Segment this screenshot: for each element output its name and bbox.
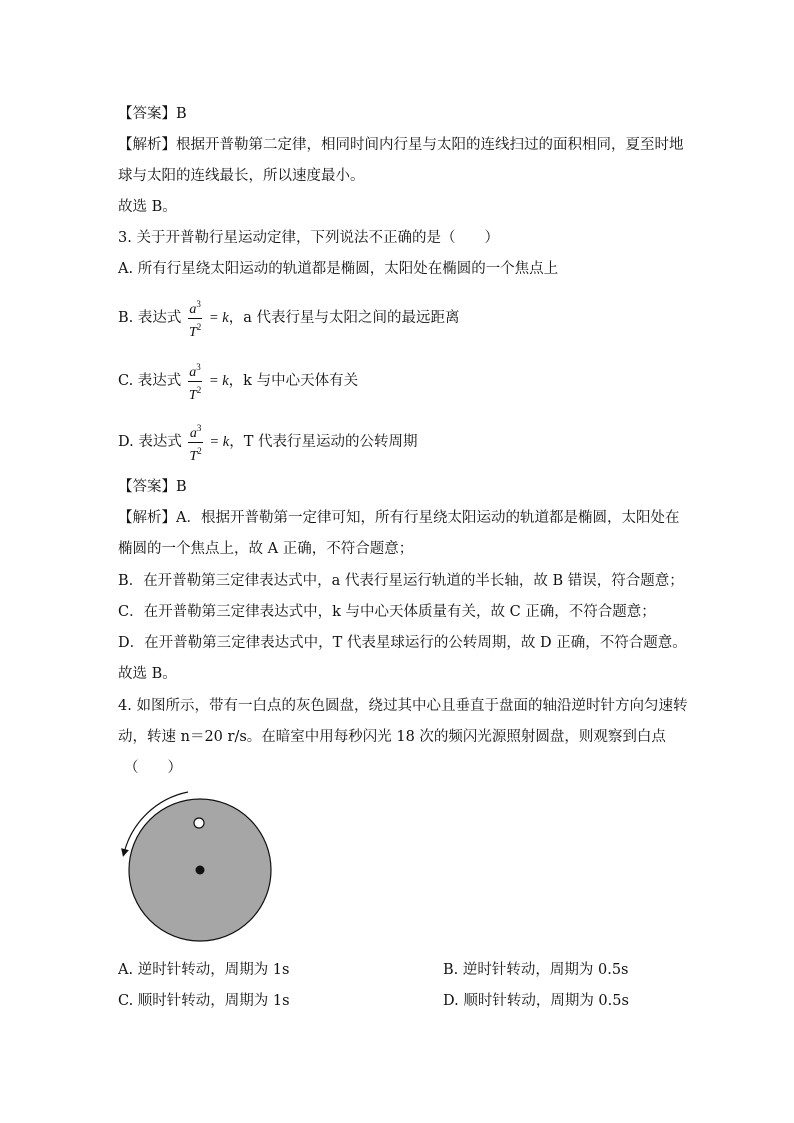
analysis-tag: 【解析】 [118, 510, 176, 526]
q2-answer-line [118, 107, 187, 122]
q4-stem-line-2: 动，转速 n＝20 r/s。在暗室中用每秒闪光 18 次的频闪光源照射圆盘，则观察到白点 [118, 729, 666, 745]
q3-conclusion: 故选 B。 [118, 666, 177, 682]
q3-option-b [118, 296, 460, 341]
answer-tag: 【答案】 [118, 106, 176, 122]
center-dot [196, 866, 205, 875]
kepler-formula [188, 296, 202, 341]
analysis-text: 根据开普勒第二定律，相同时间内行星与太阳的连线扫过的面积相同，夏至时地 [176, 137, 684, 153]
q4-option-c: C. 顺时针转动，周期为 1s [118, 993, 290, 1009]
q3-analysis-line-3: B．在开普勒第三定律表达式中，a 代表行星运行轨道的半长轴，故 B 错误，符合题意； [118, 573, 684, 589]
q3-analysis-line-2: 椭圆的一个焦点上，故 A 正确，不符合题意； [118, 541, 414, 557]
q3-option-a: A. 所有行星绕太阳运动的轨道都是椭圆，太阳处在椭圆的一个焦点上 [118, 261, 559, 277]
formula-denominator-exponent: 2 [197, 446, 202, 456]
formula-denominator: T [188, 325, 197, 340]
formula-numerator: a [189, 302, 197, 317]
rotating-disk-figure [110, 785, 285, 945]
q4-option-d: D. 顺时针转动，周期为 0.5s [443, 993, 629, 1009]
answer-tag: 【答案】 [118, 479, 176, 495]
formula-denominator: T [188, 388, 197, 403]
analysis-tag: 【解析】 [118, 137, 176, 153]
option-d-prefix: D. 表达式 [118, 434, 182, 451]
q3-stem: 3. 关于开普勒行星运动定律，下列说法不正确的是（ ） [118, 230, 499, 246]
q2-analysis-line-1 [118, 138, 684, 153]
formula-numerator-exponent: 3 [196, 299, 201, 309]
formula-numerator: a [189, 365, 197, 380]
formula-denominator-exponent: 2 [196, 322, 202, 332]
q3-option-c [118, 359, 358, 404]
q4-option-b: B. 逆时针转动，周期为 0.5s [443, 962, 629, 978]
q4-stem-line-3: （ ） [124, 760, 182, 776]
formula-numerator-exponent: 3 [196, 362, 201, 372]
white-dot [194, 818, 204, 828]
kepler-formula [188, 359, 202, 404]
q3-analysis-line-5: D．在开普勒第三定律表达式中，T 代表星球运行的公转周期，故 D 正确，不符合题意。 [118, 635, 687, 651]
formula-rhs: = k [208, 373, 229, 390]
answer-value: B [176, 479, 187, 495]
option-d-suffix: ，T 代表行星运动的公转周期 [229, 434, 418, 451]
option-b-prefix: B. 表达式 [118, 310, 182, 327]
analysis-text: A．根据开普勒第一定律可知，所有行星绕太阳运动的轨道都是椭圆，太阳处在 [176, 510, 680, 526]
q3-answer-line [118, 480, 187, 495]
formula-numerator-exponent: 3 [196, 423, 202, 433]
option-b-suffix: ，a 代表行星与太阳之间的最远距离 [228, 310, 460, 327]
q2-analysis-line-2: 球与太阳的连线最长，所以速度最小。 [118, 168, 365, 184]
option-c-suffix: ，k 与中心天体有关 [228, 373, 359, 390]
q3-analysis-line-1 [118, 511, 679, 526]
formula-numerator: a [189, 426, 197, 441]
q3-option-d [118, 420, 417, 465]
q2-conclusion: 故选 B。 [118, 199, 177, 215]
formula-denominator-exponent: 2 [196, 385, 202, 395]
kepler-formula [188, 420, 202, 465]
q3-analysis-line-4: C．在开普勒第三定律表达式中，k 与中心天体质量有关，故 C 正确，不符合题意； [118, 604, 656, 620]
q4-stem-line-1: 4. 如图所示，带有一白点的灰色圆盘，绕过其中心且垂直于盘面的轴沿逆时针方向匀速转 [118, 698, 688, 714]
formula-rhs: = k [209, 434, 230, 451]
q4-option-a: A. 逆时针转动，周期为 1s [118, 962, 290, 978]
answer-value: B [176, 106, 187, 122]
formula-rhs: = k [208, 310, 229, 327]
option-c-prefix: C. 表达式 [118, 373, 182, 390]
formula-denominator: T [189, 449, 198, 464]
